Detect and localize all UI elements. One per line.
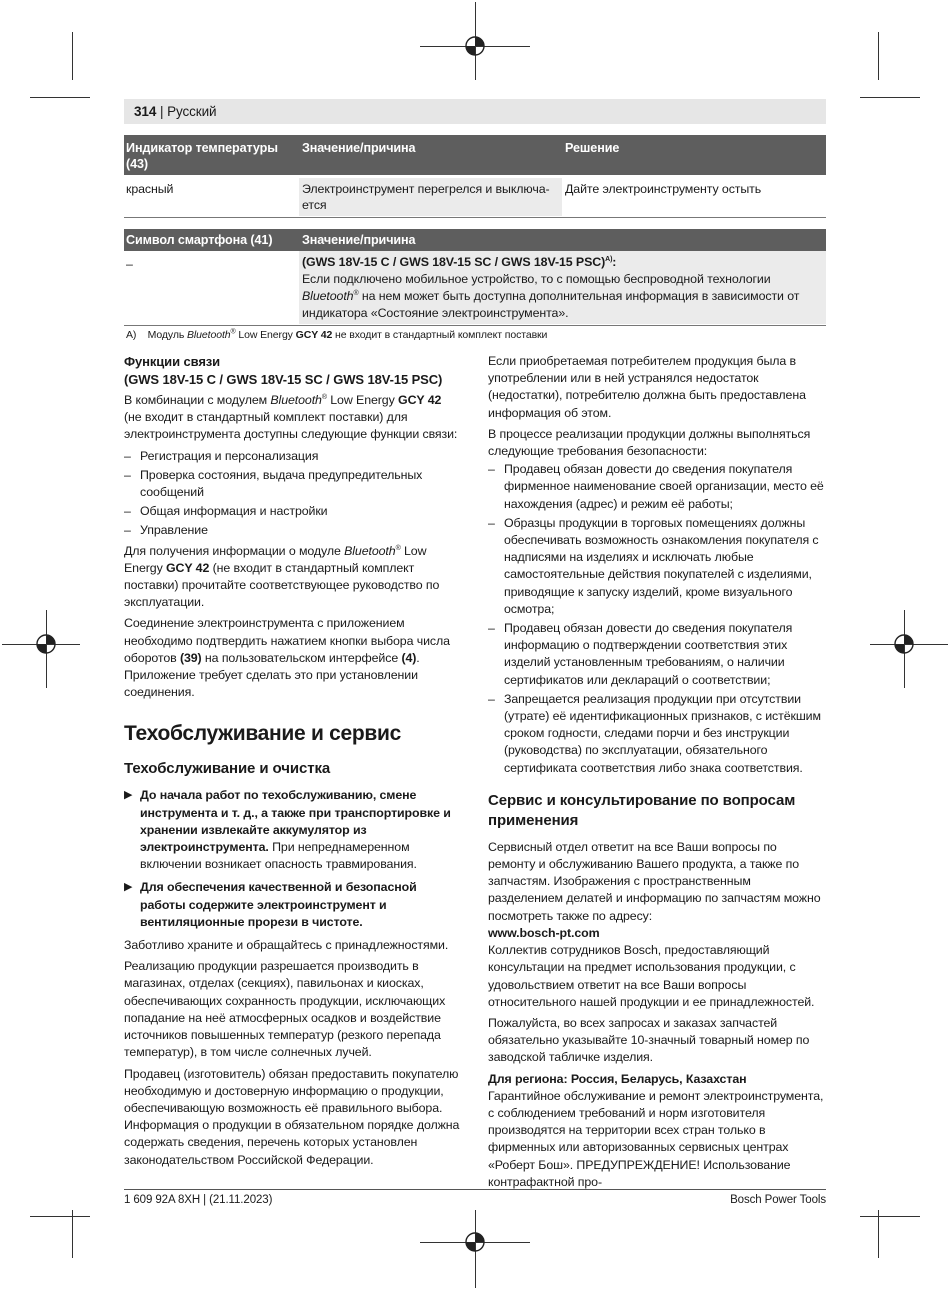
table2-colon: : bbox=[612, 255, 617, 269]
arrow-bullet-icon: ▶ bbox=[124, 881, 133, 894]
crop-mark bbox=[860, 97, 920, 98]
registration-mark-icon bbox=[464, 1231, 486, 1253]
connect-39: (39) bbox=[179, 650, 202, 665]
list-item-text: Продавец обязан довести до сведения покупателя информацию о подтверждении соответствия этих изделий установленным требованиям, о наличии сертификатов или деклараций о соответствии; bbox=[504, 621, 793, 687]
table-footnote bbox=[126, 327, 826, 344]
connect-4: (4) bbox=[401, 650, 417, 665]
header-language: Русский bbox=[167, 104, 217, 119]
crop-mark bbox=[72, 32, 73, 80]
left-column bbox=[124, 353, 462, 1173]
comm-intro-2: Low Energy bbox=[326, 393, 399, 407]
info-3: (не входит в стандартный комплект поставки) прочитайте соответствующее руководство по эксплуатации. bbox=[124, 560, 440, 610]
table1-bottom-rule bbox=[124, 217, 826, 218]
list-item bbox=[124, 503, 462, 520]
table1-solution-value: Дайте электроинструменту остыть bbox=[565, 182, 762, 196]
request-paragraph: Пожалуйста, во всех запросах и заказах запчастей обязательно указывайте 10-значный товарный номер по заводской табличке изделия. bbox=[488, 1015, 810, 1065]
team-paragraph: Коллектив сотрудников Bosch, предоставляющий консультации на предмет использования продукции, с удовольствием ответит на все Ваши вопросы относительного нашей продукции и ее принадлежностей. bbox=[488, 943, 815, 1009]
footnote-text-2: Low Energy bbox=[235, 329, 296, 341]
crop-mark bbox=[878, 32, 879, 80]
comm-title: Функции связи bbox=[124, 354, 221, 369]
table2-models-text: (GWS 18V-15 C / GWS 18V-15 SC / GWS 18V-15 PSC) bbox=[302, 255, 606, 269]
dash-bullet: – bbox=[124, 523, 131, 538]
table1-meaning-value: Электроинструмент перегрелся и выключа-ется bbox=[299, 178, 562, 216]
right-column bbox=[488, 353, 826, 1195]
footer-rule bbox=[124, 1189, 826, 1190]
footnote-text-3: не входит в стандартный комплект поставки bbox=[332, 329, 548, 341]
info-gcy: GCY 42 bbox=[166, 560, 210, 575]
comm-intro bbox=[124, 392, 462, 444]
dash-bullet: – bbox=[488, 691, 495, 706]
registration-mark-icon bbox=[893, 633, 915, 655]
connect-1: Соединение электроинструмента с приложением необходимо подтвердить нажатием кнопки выбора числа оборотов bbox=[124, 616, 450, 665]
footnote-mark: A) bbox=[126, 329, 137, 341]
dash-bullet: – bbox=[488, 515, 495, 530]
list-item bbox=[124, 448, 462, 465]
footnote-gcy: GCY 42 bbox=[295, 329, 333, 341]
table1-header-cell: Значение/причина bbox=[302, 141, 416, 155]
service-title: Сервис и консультирование по вопросам применения bbox=[488, 791, 796, 829]
info-1: Для получения информации о модуле bbox=[124, 543, 345, 558]
comm-intro-bt: Bluetooth bbox=[270, 393, 322, 407]
table2-header-cell: Значение/причина bbox=[302, 233, 416, 247]
list-item-text: Регистрация и персонализация bbox=[140, 448, 319, 463]
crop-mark bbox=[72, 1210, 73, 1258]
website-link[interactable]: www.bosch-pt.com bbox=[488, 925, 600, 940]
module-info bbox=[124, 543, 462, 612]
list-item bbox=[488, 461, 826, 513]
page-header bbox=[124, 99, 826, 124]
list-item bbox=[488, 691, 826, 777]
region-title: Для региона: Россия, Беларусь, Казахстан bbox=[488, 1071, 747, 1086]
warning-item bbox=[124, 879, 462, 931]
list-item-text: Образцы продукции в торговых помещениях должны обеспечивать возможность ознакомления покупателя с надписями на изделиях и исключать любые самостоятельные действия покупателей с изделиями, приводящие к запуску изделий, кроме визуального осмотра; bbox=[504, 515, 819, 616]
sale-paragraph: Реализацию продукции разрешается производить в магазинах, отделах (секциях), павильонах и киосках, обеспечивающих сохранность продукции, исключающих попадание на неё атмосферных осадков и воздействие источников повышенных температур (резкого перепада температур), в том числе солнечных лучей. bbox=[124, 959, 446, 1060]
registered-mark: ® bbox=[395, 544, 401, 552]
warning-normal: При непреднамеренном включении возникает опасность травмирования. bbox=[140, 840, 417, 872]
safety-intro: В процессе реализации продукции должны выполняться следующие требования безопасности: bbox=[488, 426, 811, 459]
used-paragraph: Если приобретаемая потребителем продукция была в употреблении или в ней устранялся недостаток (недостатки), потребителю должна быть предоставлена информация об этом. bbox=[488, 354, 806, 420]
registered-mark: ® bbox=[230, 328, 236, 336]
warning-bold: Для обеспечения качественной и безопасной работы содержите электроинструмент и вентиляционные прорези в чистоте. bbox=[140, 880, 417, 929]
warranty-paragraph: Гарантийное обслуживание и ремонт электроинструмента, с соблюдением требований и норм изготовителя производятся на территории всех стран только в фирменных или авторизованных сервисных центрах «Роберт Бош». ПРЕДУПРЕЖДЕНИЕ! Использование контрафактной про- bbox=[488, 1088, 824, 1189]
section-title: Техобслуживание и сервис bbox=[124, 722, 401, 746]
footnote-ref: A) bbox=[605, 255, 613, 263]
list-item bbox=[124, 467, 462, 501]
warning-bold: До начала работ по техобслуживанию, смене инструмента и т. д., а также при транспортировке и хранении извлекайте аккумулятор из электроинструмента. bbox=[140, 788, 451, 855]
seller-paragraph: Продавец (изготовитель) обязан предоставить покупателю необходимую и достоверную информацию о продукции, обеспечивающую возможность её правильного выбора. Информация о продукции в обязательном порядке должна содержать сведения, перечень которых установлен законодательством Российской Федерации. bbox=[124, 1066, 460, 1167]
footnote-text-1: Модуль bbox=[147, 329, 188, 341]
table1-header-cell: Индикатор температуры (43) bbox=[126, 141, 278, 171]
crop-mark bbox=[878, 1210, 879, 1258]
registered-mark: ® bbox=[321, 393, 327, 401]
crop-mark bbox=[30, 97, 90, 98]
info-2: Low Energy bbox=[124, 543, 427, 575]
dash-bullet: – bbox=[124, 467, 131, 482]
table2-symbol-value: – bbox=[126, 257, 133, 271]
table1-header-cell: Решение bbox=[565, 141, 620, 155]
list-item-text: Запрещается реализация продукции при отсутствии (утрате) её идентификационных признаков, с истёкшим сроком годности, следами порчи и без инструкции (руководства) по эксплуатации, обязательного сертификата соответствия либо знака соответствия. bbox=[504, 691, 821, 775]
subsection-title: Техобслуживание и очистка bbox=[124, 760, 331, 778]
crop-mark bbox=[30, 1216, 90, 1217]
list-item-text: Проверка состояния, выдача предупредительных сообщений bbox=[140, 467, 423, 500]
registration-mark-icon bbox=[35, 633, 57, 655]
page-number: 314 bbox=[134, 104, 157, 119]
app-connection bbox=[124, 615, 462, 701]
dash-bullet: – bbox=[488, 621, 495, 636]
table2-meaning-value bbox=[299, 251, 826, 324]
connect-3: . Приложение требует сделать это при установлении соединения. bbox=[124, 650, 420, 700]
footer-doc-number: 1 609 92A 8XH | (21.11.2023) bbox=[124, 1194, 273, 1206]
page-language bbox=[160, 103, 216, 120]
registration-mark-icon bbox=[464, 35, 486, 57]
crop-mark bbox=[860, 1216, 920, 1217]
list-item-text: Управление bbox=[140, 523, 208, 538]
connect-2: на пользовательском интерфейсе bbox=[201, 650, 402, 665]
dash-bullet: – bbox=[488, 462, 495, 477]
table2-bluetooth: Bluetooth bbox=[302, 289, 354, 303]
care-paragraph: Заботливо храните и обращайтесь с принадлежностями. bbox=[124, 938, 449, 953]
table2-description bbox=[302, 271, 823, 322]
list-item bbox=[124, 522, 462, 539]
header-separator: | bbox=[160, 104, 168, 119]
service-paragraph: Сервисный отдел ответит на все Ваши вопросы по ремонту и обслуживанию Вашего продукта, а также по запчастям. Изображения с пространственным разделением делатей и информацию по запчастям можно посмотреть также по адресу: bbox=[488, 839, 821, 923]
registered-mark: ® bbox=[353, 289, 359, 297]
table2-header-cell: Символ смартфона (41) bbox=[126, 233, 273, 247]
table2-text-1: Если подключено мобильное устройство, то с помощью беспроводной технологии bbox=[302, 272, 771, 286]
arrow-bullet-icon: ▶ bbox=[124, 789, 133, 802]
list-item bbox=[488, 620, 826, 689]
table2-text-2: на нем может быть доступна дополнительная информация в зависимости от индикатора «Состояние электроинструмента». bbox=[302, 289, 800, 320]
comm-intro-3: (не входит в стандартный комплект поставки) для электроинструмента доступны следующие функции связи: bbox=[124, 410, 458, 442]
warning-item bbox=[124, 787, 462, 873]
dash-bullet: – bbox=[124, 448, 131, 463]
table1-indicator-value: красный bbox=[126, 182, 174, 196]
list-item-text: Продавец обязан довести до сведения покупателя фирменное наименование своей организации, место её нахождения (адрес) и режим её работы; bbox=[504, 462, 824, 511]
table2-models bbox=[302, 254, 823, 271]
footer-brand: Bosch Power Tools bbox=[730, 1194, 826, 1206]
dash-bullet: – bbox=[124, 504, 131, 519]
table2-bottom-rule bbox=[124, 325, 826, 326]
list-item bbox=[488, 515, 826, 618]
comm-intro-gcy: GCY 42 bbox=[398, 393, 442, 407]
list-item-text: Общая информация и настройки bbox=[140, 504, 328, 519]
comm-models: (GWS 18V-15 C / GWS 18V-15 SC / GWS 18V-15 PSC) bbox=[124, 372, 443, 387]
comm-intro-1: В комбинации с модулем bbox=[124, 393, 271, 407]
info-bt: Bluetooth bbox=[344, 543, 396, 558]
footnote-bluetooth: Bluetooth bbox=[187, 329, 231, 341]
